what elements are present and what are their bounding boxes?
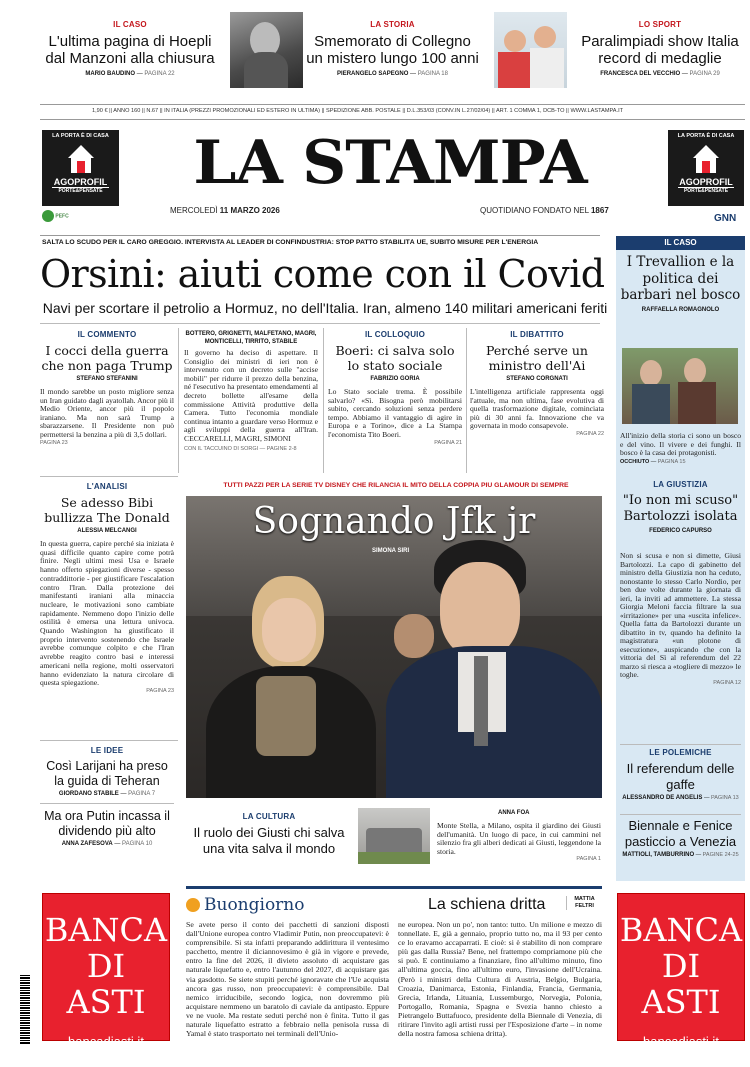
- buongiorno-text-1: Se avete perso il conto dei pacchetti di sanzioni disposti dall'Unione europea contro Vladimir Putin, non preoccupatevi: è comprensibile. Si sta infatti preparando addirittura il ventesimo pacchetto, mentre il diciannovesimo è già in vigore e prevede, entro la fine del 2026, il divieto assoluto di acquistare gas naturale liquefatto e, entro l'autunno del 2027, di acquistare gas via gasdotto. Se siete stupiti perché ignoravate che l'Ue acquista ancora gas russo, non preoccupatevi: è comprensibile. Dal nemico irriducibile, secondo logica, non dovremmo più acquistare nemmeno un baratolo di caviale da antipasto. Eppure ve ne vuole. Ma restate seduti perché non è finita. Tutto il gas naturale liquefatto estratto a febbraio nella penisola russa di Yamal è stato trasportato nei terminali dell'Unio-: [186, 920, 389, 1039]
- ad-brand: AGOPROFIL: [53, 177, 108, 187]
- commento-text: Il mondo sarebbe un posto migliore senza un Iran guidato dagli ayatollah. Ancor più il Medio Oriente, ancor più il popolo iraniano. Ma non sarà Trump a sbarazzarsene. Il Presidente non può permettersi la benzina a più di 3,5 dollari.: [40, 387, 174, 439]
- teaser-title: L'ultima pagina di Hoepli dal Manzoni alla chiusura: [45, 33, 215, 67]
- idee-item-title[interactable]: Così Larijani ha preso la guida di Teheran: [46, 759, 168, 788]
- lead-subhead: Navi per scortare il petrolio a Hormuz, no dell'Italia. Iran, almeno 140 militari americani feriti: [42, 300, 608, 316]
- house-icon: [68, 145, 94, 175]
- dibattito-block[interactable]: [470, 330, 604, 437]
- caso-credit: OCCHIUTO: [620, 458, 650, 465]
- analisi-byline: ALESSIA MELCANGI: [77, 528, 137, 534]
- teaser-kicker: IL CASO: [113, 20, 147, 29]
- col-divider: [178, 328, 179, 473]
- pefc-logo: [42, 210, 122, 234]
- commento-title: I cocci della guerra che non paga Trump: [41, 343, 173, 373]
- caso-text: All'inizio della storia ci sono un bosco e del vino. Il vivere e dei funghi. Il bosco è la casa dei protagonisti.: [620, 431, 741, 458]
- cultura-text: Monte Stella, a Milano, ospita il giardino dei Giusti dell'umanità. Un luogo di pace, in cui cammini nel silenzio fra gli alberi dedicati ai Giusti, leggendone la storia.: [437, 821, 601, 856]
- commento-page: PAGINA 23: [40, 439, 68, 446]
- caso-page: PAGINA 15: [657, 458, 686, 465]
- caso-title: I Trevallion e la politica dei barbari nel bosco: [620, 254, 741, 303]
- analisi-kicker: L'ANALISI: [86, 482, 128, 491]
- cultura-block[interactable]: [186, 812, 352, 857]
- ad-brand-sub: PORTE&PENSATE: [52, 187, 109, 194]
- idee-item-page: PAGINA 10: [122, 841, 153, 847]
- ad-line2: DI ASTI: [641, 947, 721, 1021]
- ad-label: LA PORTA È DI CASA: [52, 133, 109, 139]
- divider: [40, 476, 178, 477]
- teaser-page: PAGINA 29: [689, 71, 720, 77]
- col-divider: [466, 328, 467, 473]
- cultura-kicker: LA CULTURA: [242, 812, 296, 821]
- caso-photo: [622, 348, 738, 424]
- ad-url: bancadiasti.it: [643, 1034, 719, 1049]
- idee-item-page: PAGINA 7: [128, 791, 156, 797]
- barcode: [20, 975, 30, 1045]
- idee-block[interactable]: LE IDEE Così Larijani ha preso la guida di Teheran GIORDANO STABILE — PAGINA 7 Ma ora Putin incassa il dividendo più alto ANNA ZAFESOVA — PAGINA 10: [40, 746, 174, 847]
- ad-brand: AGOPROFIL: [679, 177, 733, 187]
- dibattito-title: Perché serve un ministro dell'Ai: [486, 343, 588, 373]
- caso-kicker: IL CASO: [616, 236, 745, 250]
- divider: [40, 323, 600, 324]
- teaser-byline: MARIO BAUDINO: [85, 71, 136, 77]
- cultura-photo: [358, 808, 430, 864]
- news-col[interactable]: [184, 330, 318, 452]
- dibattito-kicker: IL DIBATTITO: [510, 330, 564, 339]
- price-line: 1,90 € || ANNO 160 || N.67 || IN ITALIA (PREZZI PROMOZIONALI ED ESTERO IN ULTIMA) || SPEDIZIONE ABB. POSTALE || D.L.353/03 (CONV.IN L.27/02/04) || ART. 1 COMMA 1, DCB-TO || WWW.LASTAMPA.IT: [92, 108, 624, 114]
- caso-block[interactable]: [620, 254, 741, 313]
- biennale-block[interactable]: Biennale e Fenice pasticcio a Venezia MATTIOLI, TAMBURRINO — PAGINE 24-25: [616, 818, 745, 858]
- buongiorno-text-2: ne europea. Non un po', non tanto: tutto. Un milione e mezzo di tonnellate. E, già a gennaio, proprio tutto no, ma il 93 per cento ce lo eravamo accaparrati. E cioè: si è stabilito di non comprare più gas dalla Russia? Bene, nel frattempo compriamone più che si può. E continuiamo a finanziare, fino all'ultimo minuto, fino all'ultima goccia, fino all'ultimo euro, l'invasione dell'Ucraina. (Però i ministri della Cultura di Austria, Belgio, Bulgaria, Croazia, Danimarca, Estonia, Finlandia, Francia, Germania, Grecia, Irlanda, Lituania, Lussemburgo, Norvegia, Polonia, Portogallo, Romania, Spagna e Svezia hanno chiesto a Pietrangelo Buttafuoco, presidente della Biennale di Venezia, di ritirare l'invito agli artisti russi per l'Esposizione d'arte – in nome della nostra famosa schiena dritta).: [398, 920, 602, 1039]
- ear-ad-right[interactable]: [668, 130, 744, 206]
- polemiche-page: PAGINA 13: [710, 795, 739, 801]
- ad-label: LA PORTA È DI CASA: [677, 133, 735, 139]
- ad-line2: DI ASTI: [66, 947, 146, 1021]
- divider: [620, 814, 741, 815]
- top-teaser-3[interactable]: LO SPORT Paralimpiadi show Italia record di medaglie FRANCESCA DEL VECCHIO — PAGINA 29: [575, 20, 745, 77]
- founded-prefix: QUOTIDIANO FONDATO NEL: [480, 206, 589, 215]
- polemiche-block[interactable]: LE POLEMICHE Il referendum delle gaffe ALESSANDRO DE ANGELIS — PAGINA 13: [616, 748, 745, 801]
- ad-brand-sub: PORTE&PENSATE: [678, 187, 734, 194]
- colloquio-byline: FABRIZIO GORIA: [370, 376, 420, 382]
- commento-kicker: IL COMMENTO: [77, 330, 137, 339]
- ad-line1: BANCA: [44, 911, 168, 949]
- teaser-page: PAGINA 18: [417, 71, 448, 77]
- colloquio-kicker: IL COLLOQUIO: [364, 330, 426, 339]
- giustizia-block[interactable]: [616, 480, 745, 534]
- dibattito-text: L'intelligenza artificiale rappresenta oggi l'attuale, ma non ultima, fase evolutiva di quella trasformazione digitale, cominciata più di 30 anni fa. Innovazione che va governata in modo consapevole.: [470, 387, 604, 431]
- feature-byline: SIMONA SIRI: [372, 548, 410, 554]
- feature-title[interactable]: Sognando Jfk jr: [252, 501, 536, 542]
- feature-super: TUTTI PAZZI PER LA SERIE TV DISNEY CHE RILANCIA IL MITO DELLA COPPIA PIÙ GLAMOUR DI SEMPRE: [223, 482, 569, 489]
- analisi-text: In questa guerra, capire perché sia iniziata è quasi difficile quanto capire come potrà finire. Negli ultimi mesi Usa e Israele hanno offerto spiegazioni diverse - spesso contraddittorie - per giustificare l'escalation contro l'Iran. Dalla protezione dei manifestanti iraniani alla minaccia nucleare, le motivazioni sono cambiate rapidamente. Nemmeno dopo l'inizio delle ostilità è emersa una lettura univoca. Quando Washington ha giustificato il proprio intervento sostenendo che Israele avrebbe comunque colpito e che l'Iran avrebbe reagito contro basi e interessi americani nella regione, molti osservatori hanno evidenziato la natura circolare di questa spiegazione.: [40, 539, 174, 688]
- date-prefix: MERCOLEDÌ: [170, 206, 218, 215]
- news-footer: CON IL TACCUINO DI SORGI — PAGINE 2-8: [184, 445, 297, 452]
- house-icon: [693, 145, 719, 175]
- masthead-founded: [480, 206, 609, 215]
- teaser-kicker: LA STORIA: [370, 20, 415, 29]
- giustizia-text-block: [620, 552, 741, 686]
- cultura-title: Il ruolo dei Giusti chi salva una vita salva il mondo: [193, 825, 345, 856]
- biennale-title: Biennale e Fenice pasticcio a Venezia: [624, 818, 737, 849]
- teaser-title: Smemorato di Collegno un mistero lungo 100 anni: [306, 33, 479, 67]
- sun-icon: [186, 898, 200, 912]
- colloquio-page: PAGINA 21: [434, 439, 462, 446]
- ear-ad-left[interactable]: [42, 130, 119, 206]
- news-byline: BOTTERO, GRIGNETTI, MALFETANO, MAGRI, MONTICELLI, TIRRITO, STABILE: [185, 331, 317, 345]
- news-text: Il governo ha deciso di aspettare. Il Consiglio dei ministri di ieri non è intervenuto con un decreto sulle "accise mobili" per ridurre il prezzo della benzina, né l'esecutivo ha presentato emendamenti al decreto bollette all'esame della commissione Attività produttive della Camera. Tutto l'economia mondiale continua intanto a guardare verso Hormuz e agli sviluppi della guerra all'Iran. CECCARELLI, MAGRI, SIMONI: [184, 348, 318, 443]
- divider: [40, 740, 178, 741]
- date-value: 11 MARZO 2026: [219, 206, 280, 215]
- founded-year: 1867: [590, 206, 609, 215]
- buongiorno-author: MATTIA FELTRI: [566, 896, 602, 910]
- masthead-date: [170, 206, 280, 215]
- buongiorno-title: Buongiorno: [204, 895, 305, 915]
- colloquio-title: Boeri: ci salva solo lo stato sociale: [335, 343, 455, 373]
- polemiche-byline: ALESSANDRO DE ANGELIS: [622, 795, 703, 801]
- ad-line1: BANCA: [619, 911, 743, 949]
- giustizia-byline: FEDERICO CAPURSO: [649, 528, 712, 534]
- bottom-ad-left[interactable]: [42, 893, 170, 1049]
- colloquio-text: Lo Stato sociale trema. È possibile salvarlo? «Sì. Bisogna però mobilitarsi subito, cercando soluzioni senza perdere tempo. Abbiamo il vantaggio di agire in Europa e a Torino», dice a La Stampa l'economista Tito Boeri.: [328, 387, 462, 439]
- pefc-text: PEFC: [55, 213, 69, 220]
- top-teaser-1[interactable]: IL CASO L'ultima pagina di Hoepli dal Manzoni alla chiusura MARIO BAUDINO — PAGINA 22: [40, 20, 220, 77]
- teaser-byline: FRANCESCA DEL VECCHIO: [600, 71, 681, 77]
- idee-item-title[interactable]: Ma ora Putin incassa il dividendo più alto: [44, 809, 170, 838]
- commento-byline: STEFANO STEFANINI: [76, 376, 138, 382]
- teaser-photo-collegno: [230, 12, 303, 88]
- colloquio-block[interactable]: [328, 330, 462, 446]
- lead-super: SALTA LO SCUDO PER IL CARO GREGGIO. INTERVISTA AL LEADER DI CONFINDUSTRIA: STOP PATTO STABILITÀ UE, SUBITO MISURE PER L'ENERGIA: [42, 239, 539, 246]
- cultura-byline: ANNA FOA: [498, 810, 530, 816]
- lead-headline[interactable]: Orsini: aiuti come con il Covid: [40, 252, 605, 296]
- buongiorno-header: [186, 895, 305, 915]
- biennale-page: PAGINE 24-25: [702, 852, 739, 858]
- giustizia-text: Non si scusa e non si dimette, Giusi Bartolozzi. La capo di gabinetto del ministro della Giustizia non ha ceduto, nonostante lo stesso Carlo Nordio, per ben due volte durante la giornata di ieri, la inviti ad ammettere. La stessa Giorgia Meloni faccia filtrare la sua «irritazione» per una «uscita infelice». Quella fatta da Bartolozzi durante un dibattito in tv, quando ha definito la magistratura «un plotone di esecuzione», auspicando che con la vittoria del Sì al referendum del 22 marzo si riesca a «togliere di mezzo» le toghe.: [620, 551, 741, 679]
- giustizia-title: "Io non mi scuso" Bartolozzi isolata: [622, 493, 739, 524]
- gnn-logo: GNN: [714, 213, 737, 224]
- buongiorno-col2: [398, 920, 602, 1038]
- caso-byline: RAFFAELLA ROMAGNOLO: [641, 306, 720, 313]
- analisi-page: PAGINA 23: [146, 687, 174, 694]
- idee-kicker: LE IDEE: [90, 746, 124, 755]
- dibattito-byline: STEFANO CORGNATI: [506, 376, 568, 382]
- teaser-byline: PIERANGELO SAPEGNO: [337, 71, 409, 77]
- idee-item-byline: GIORDANO STABILE: [58, 791, 119, 797]
- teaser-photo-paralimpiadi: [494, 12, 567, 88]
- commento-block[interactable]: [40, 330, 174, 446]
- cultura-page: PAGINA 1: [576, 856, 601, 863]
- cultura-text-block: [437, 822, 601, 862]
- buongiorno-rule: [186, 886, 602, 889]
- buongiorno-subtitle: La schiena dritta: [428, 896, 546, 913]
- masthead-title: LA STAMPA: [193, 128, 587, 198]
- buongiorno-col1: [186, 920, 389, 1038]
- divider: [40, 104, 745, 105]
- divider: [620, 744, 741, 745]
- polemiche-title: Il referendum delle gaffe: [626, 761, 735, 792]
- top-teaser-2[interactable]: LA STORIA Smemorato di Collegno un mistero lungo 100 anni PIERANGELO SAPEGNO — PAGINA 18: [306, 20, 479, 77]
- biennale-byline: MATTIOLI, TAMBURRINO: [622, 852, 695, 858]
- idee-item-byline: ANNA ZAFESOVA: [61, 841, 113, 847]
- analisi-title: Se adesso Bibi bullizza The Donald: [44, 495, 170, 525]
- giustizia-page: PAGINA 12: [713, 679, 741, 686]
- giustizia-kicker: LA GIUSTIZIA: [653, 480, 708, 489]
- teaser-page: PAGINA 22: [144, 71, 175, 77]
- caso-text-block: All'inizio della storia ci sono un bosco e del vino. Il vivere e dei funghi. Il bosco è la casa dei protagonisti. OCCHIUTO — PAGINA 15: [620, 431, 741, 465]
- divider: [40, 235, 600, 236]
- teaser-kicker: LO SPORT: [638, 20, 682, 29]
- divider: [40, 119, 745, 120]
- bottom-ad-right[interactable]: [617, 893, 745, 1049]
- polemiche-kicker: LE POLEMICHE: [649, 748, 712, 757]
- teaser-title: Paralimpiadi show Italia record di medaglie: [581, 33, 739, 67]
- ad-url: bancadiasti.it: [68, 1034, 144, 1049]
- pefc-icon: [42, 210, 54, 222]
- col-divider: [323, 328, 324, 473]
- dibattito-page: PAGINA 22: [576, 430, 604, 437]
- analisi-block[interactable]: [40, 482, 174, 694]
